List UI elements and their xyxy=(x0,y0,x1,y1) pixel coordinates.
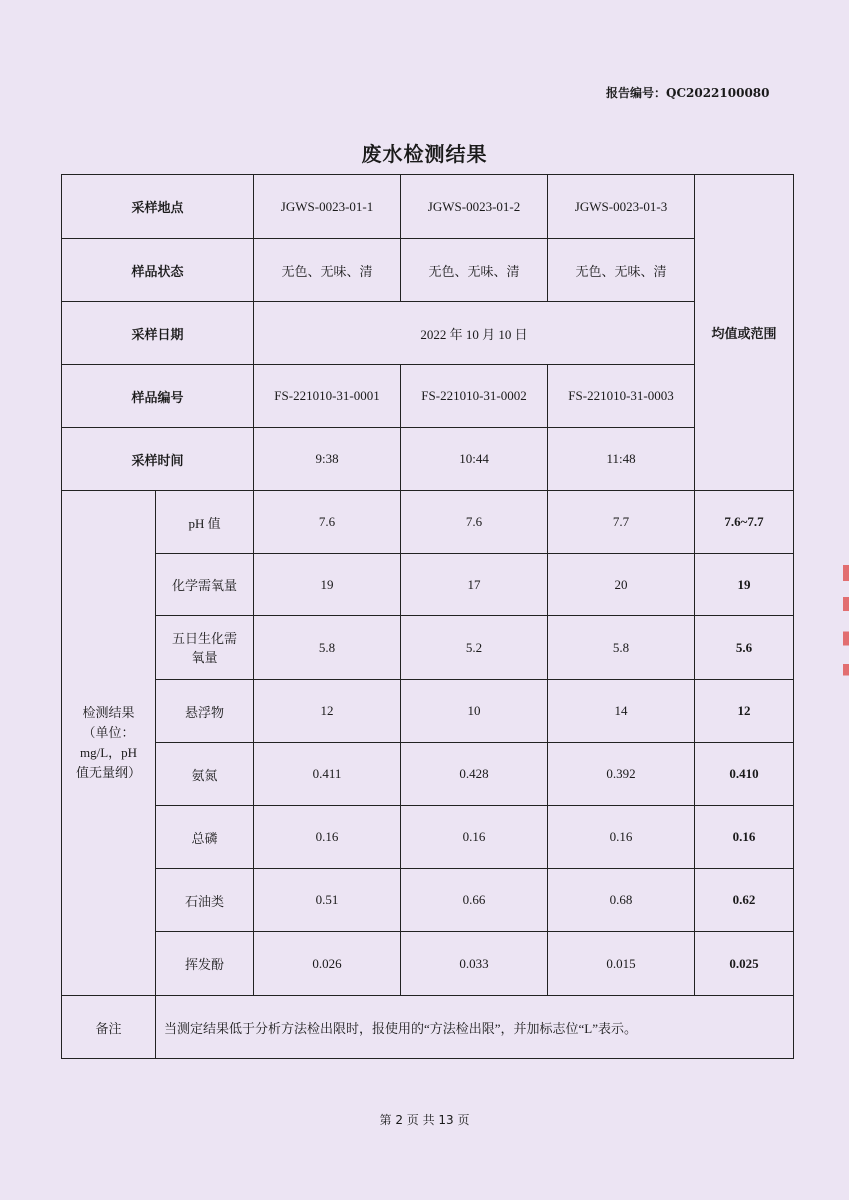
item-label: 总磷 xyxy=(156,806,254,869)
table-cell: 10 xyxy=(401,680,548,743)
table-cell: FS-221010-31-0003 xyxy=(548,365,695,428)
avg-cell: 0.410 xyxy=(695,743,794,806)
group-label-line: 值无量纲） xyxy=(75,765,141,780)
remark-label: 备注 xyxy=(62,996,156,1059)
table-cell: 17 xyxy=(401,554,548,616)
table-cell: 2022 年 10 月 10 日 xyxy=(254,302,695,365)
table-row-sampling-time xyxy=(62,428,794,491)
avg-header: 均值或范围 xyxy=(695,175,794,491)
row-label: 样品编号 xyxy=(62,365,254,428)
item-label: 氨氮 xyxy=(156,743,254,806)
results-table xyxy=(61,174,794,1059)
table-cell: JGWS-0023-01-2 xyxy=(401,175,548,239)
table-cell: 0.66 xyxy=(401,869,548,932)
item-label: 化学需氧量 xyxy=(156,554,254,616)
table-row-remark xyxy=(62,996,794,1059)
table-row xyxy=(62,554,794,616)
table-row-sampling-location xyxy=(62,175,794,239)
table-cell: 无色、无味、清 xyxy=(401,239,548,302)
group-label-line: mg/L，pH xyxy=(79,745,138,760)
table-cell: 0.51 xyxy=(254,869,401,932)
table-row xyxy=(62,743,794,806)
table-cell: JGWS-0023-01-1 xyxy=(254,175,401,239)
table-cell: 无色、无味、清 xyxy=(548,239,695,302)
row-label: 采样时间 xyxy=(62,428,254,491)
table-cell: 0.392 xyxy=(548,743,695,806)
table-cell: 14 xyxy=(548,680,695,743)
remark-text: 当测定结果低于分析方法检出限时，报使用的“方法检出限”，并加标志位“L”表示。 xyxy=(156,996,794,1059)
table-cell: 7.6 xyxy=(401,491,548,554)
avg-cell: 0.62 xyxy=(695,869,794,932)
group-label-line: 检测结果 xyxy=(82,705,135,720)
table-cell: 11:48 xyxy=(548,428,695,491)
item-label: 石油类 xyxy=(156,869,254,932)
table-cell: 9:38 xyxy=(254,428,401,491)
table-row-sampling-date xyxy=(62,302,794,365)
avg-cell: 19 xyxy=(695,554,794,616)
table-cell: 5.8 xyxy=(548,616,695,680)
item-label: 挥发酚 xyxy=(156,932,254,996)
table-row xyxy=(62,491,794,554)
table-cell: 7.7 xyxy=(548,491,695,554)
table-row-sample-state xyxy=(62,239,794,302)
table-cell: 0.033 xyxy=(401,932,548,996)
table-row xyxy=(62,680,794,743)
table-cell: 20 xyxy=(548,554,695,616)
avg-cell: 0.16 xyxy=(695,806,794,869)
table-cell: 0.026 xyxy=(254,932,401,996)
avg-cell: 5.6 xyxy=(695,616,794,680)
table-cell: 无色、无味、清 xyxy=(254,239,401,302)
table-cell: 0.411 xyxy=(254,743,401,806)
table-cell: 7.6 xyxy=(254,491,401,554)
results-group-label xyxy=(62,491,156,996)
row-label: 采样地点 xyxy=(62,175,254,239)
table-cell: 10:44 xyxy=(401,428,548,491)
page-footer: 第 2 页 共 13 页 xyxy=(379,1113,470,1127)
report-number: 报告编号：QC2022100080 xyxy=(606,86,770,100)
table-cell: 0.16 xyxy=(401,806,548,869)
table-cell: 0.015 xyxy=(548,932,695,996)
avg-cell: 12 xyxy=(695,680,794,743)
row-label: 样品状态 xyxy=(62,239,254,302)
table-cell: FS-221010-31-0001 xyxy=(254,365,401,428)
table-cell: 0.68 xyxy=(548,869,695,932)
table-row xyxy=(62,806,794,869)
item-label: 悬浮物 xyxy=(156,680,254,743)
table-cell: JGWS-0023-01-3 xyxy=(548,175,695,239)
table-cell: 19 xyxy=(254,554,401,616)
table-row xyxy=(62,869,794,932)
row-label: 采样日期 xyxy=(62,302,254,365)
table-cell: 12 xyxy=(254,680,401,743)
avg-cell: 7.6~7.7 xyxy=(695,491,794,554)
table-cell: 0.16 xyxy=(548,806,695,869)
table-cell: 0.16 xyxy=(254,806,401,869)
table-cell: 5.2 xyxy=(401,616,548,680)
seal-edge-mark xyxy=(843,565,849,680)
table-row xyxy=(62,616,794,680)
page-title: 废水检测结果 xyxy=(361,142,488,166)
item-label: pH 值 xyxy=(156,491,254,554)
table-cell: 0.428 xyxy=(401,743,548,806)
item-label: 五日生化需氧量 xyxy=(156,616,254,680)
table-row-sample-id xyxy=(62,365,794,428)
table-cell: FS-221010-31-0002 xyxy=(401,365,548,428)
group-label-line: （单位： xyxy=(82,725,135,740)
table-row xyxy=(62,932,794,996)
table-cell: 5.8 xyxy=(254,616,401,680)
avg-cell: 0.025 xyxy=(695,932,794,996)
